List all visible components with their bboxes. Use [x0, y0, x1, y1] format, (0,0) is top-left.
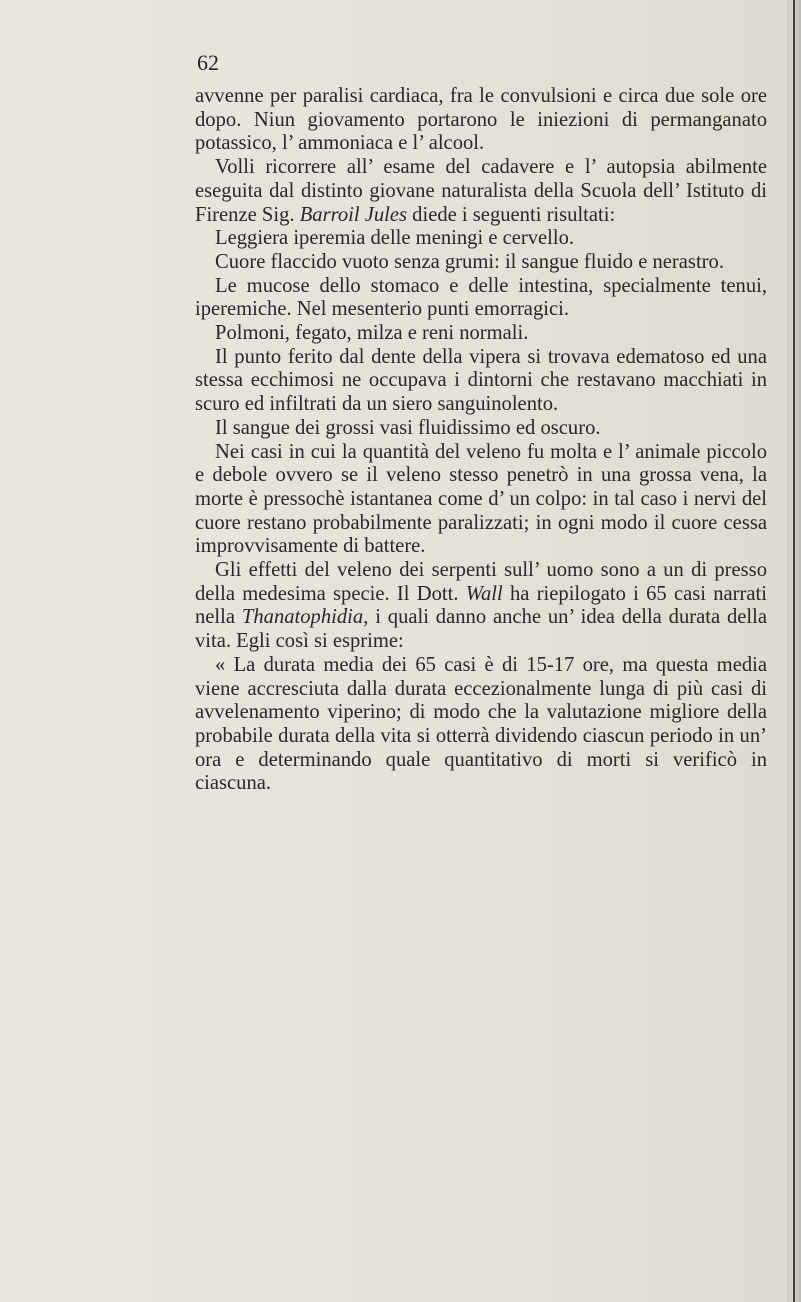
- paragraph-6: Polmoni, fegato, milza e reni normali.: [215, 322, 529, 345]
- author-name: Wall: [465, 582, 503, 605]
- paragraph-10: [195, 559, 767, 654]
- paragraph-1: avvenne per paralisi cardiaca, fra le convulsioni e circa due sole ore dopo. Niun giovamento portarono le iniezioni di permanganato potassico, l’ ammoniaca e l’ alcool.: [195, 85, 767, 155]
- paragraph-8: Il sangue dei grossi vasi fluidissimo ed oscuro.: [215, 416, 601, 439]
- body-text: [195, 85, 767, 796]
- page-edge-line: [793, 0, 795, 1302]
- paragraph-10-tail: , i quali danno anche un’ idea della durata della vita. Egli così si esprime:: [195, 606, 768, 653]
- paragraph-7: Il punto ferito dal dente della vipera si trovava edematoso ed una stessa ecchimosi ne occupava i dintorni che restavano macchiati in scuro ed infiltrati da un siero sanguinolento.: [195, 345, 767, 416]
- paragraph-10-mid: ha riepilogato i 65 casi narrati nella: [195, 582, 767, 629]
- work-title: Thanatophidia: [241, 606, 364, 629]
- paragraph-10-text: Gli effetti del veleno dei serpenti sull’ uomo sono a un di presso della medesima specie. Il Dott.: [195, 559, 767, 605]
- paragraph-4: Cuore flaccido vuoto senza grumi: il sangue fluido e nerastro.: [215, 250, 724, 273]
- paragraph-2-text: Volli ricorrere all’ esame del cadavere e l’ autopsia abilmente eseguita dal distinto giovane naturalista della Scuola dell’ Istituto di Firenze Sig.: [195, 156, 767, 226]
- naturalist-name: Barroil Jules: [299, 203, 408, 226]
- paragraph-5: Le mucose dello stomaco e delle intestina, specialmente tenui, iperemiche. Nel mesenterio punti emorragici.: [195, 274, 767, 321]
- paragraph-9: Nei casi in cui la quantità del veleno fu molta e l’ animale piccolo e debole ovvero se il veleno stesso penetrò in una grossa vena, la morte è pressochè istantanea come d’ un colpo: in tal caso i nervi del cuore restano probabilmente paralizzati; in ogni modo il cuore cessa improvvisamente di battere.: [195, 440, 767, 558]
- paragraph-3: Leggiera iperemia delle meningi e cervello.: [215, 227, 575, 250]
- paragraph-11-quote: « La durata media dei 65 casi è di 15-17 ore, ma questa media viene accresciuta dalla durata eccezionalmente lunga di più casi di avvelenamento viperino; di modo che la valutazione migliore della probabile durata della vita si otterrà dividendo ciascun periodo in un’ ora e determinando quale quantitativo di morti si verificò in ciascuna.: [195, 653, 767, 795]
- paragraph-2: [195, 156, 767, 227]
- page-number: 62: [197, 50, 219, 75]
- paragraph-2-tail: diede i seguenti risultati:: [407, 203, 616, 226]
